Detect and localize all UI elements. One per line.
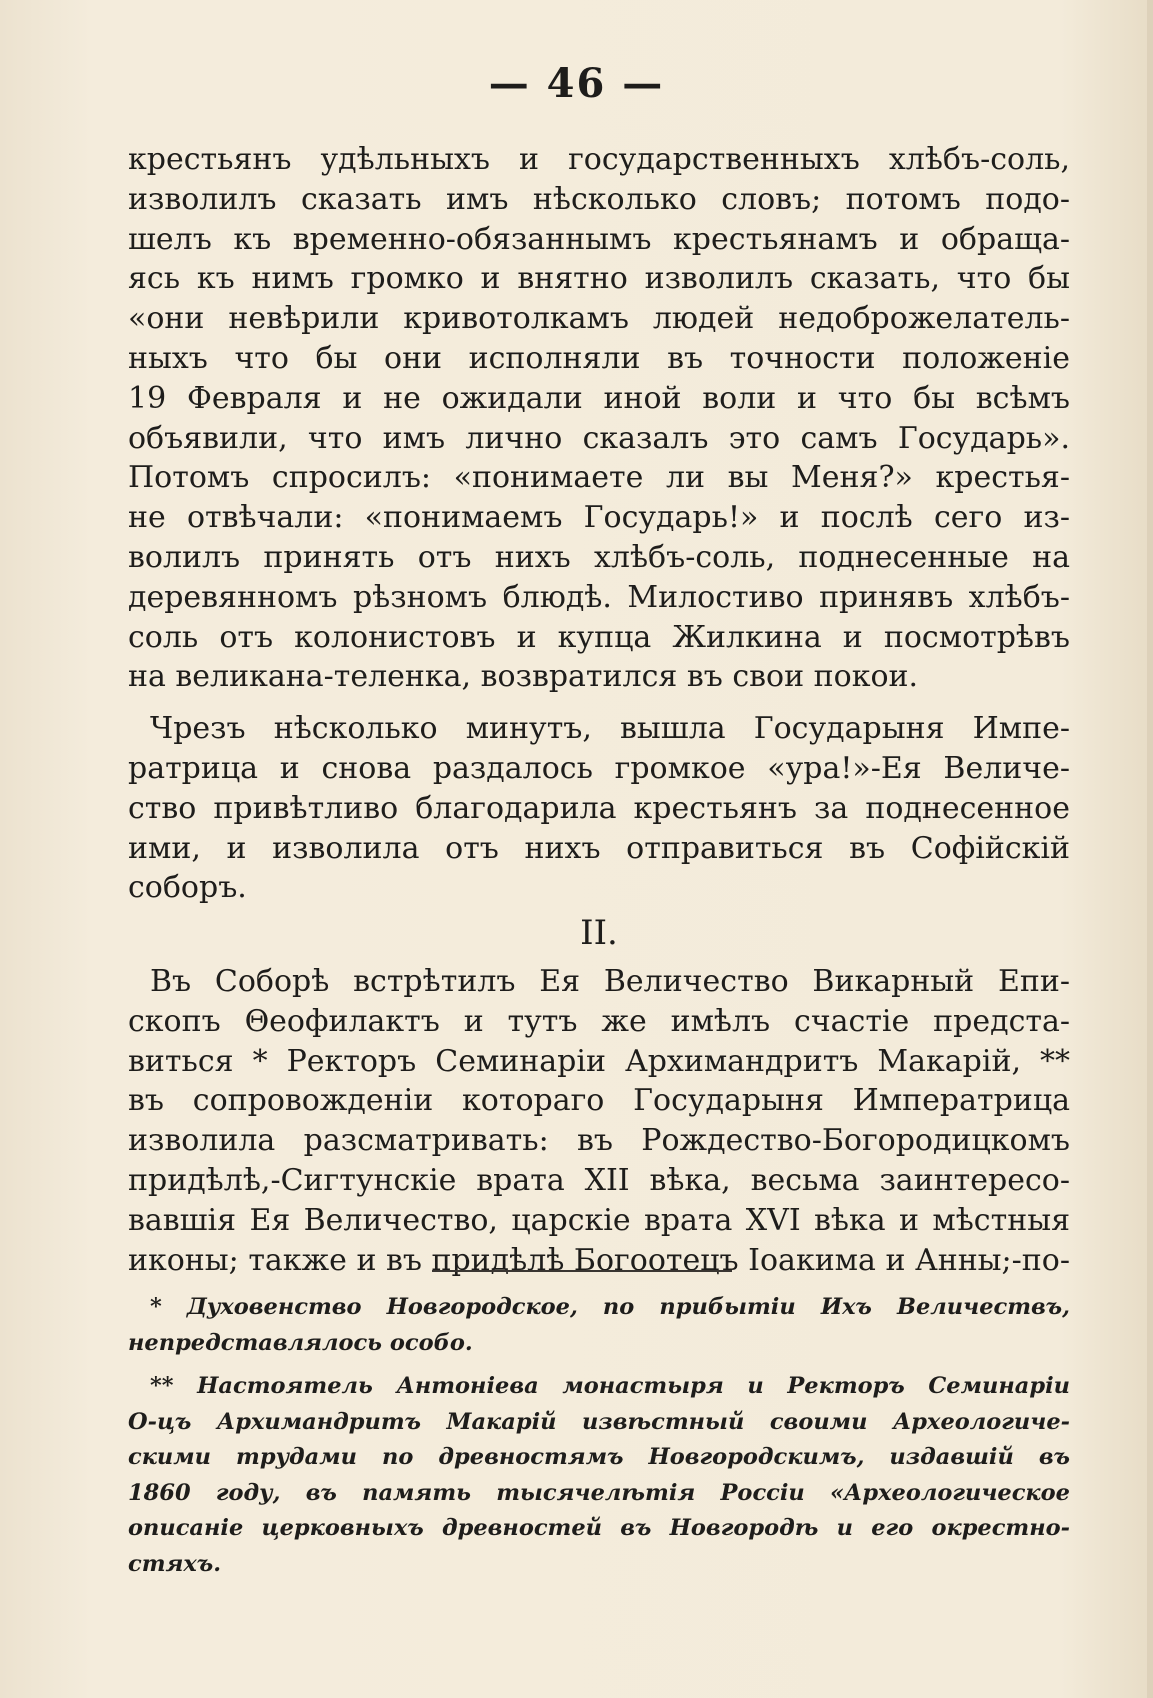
footnote-divider (432, 1270, 732, 1272)
footnote-line: описаніе церковныхъ древностей въ Новгородѣ и его окрестно- (128, 1515, 1070, 1541)
text-line: деревянномъ рѣзномъ блюдѣ. Милостиво принявъ хлѣбъ- (128, 579, 1070, 615)
text-line: на великана-теленка, возвратился въ свои покои. (128, 659, 919, 695)
text-line: иконы; также и въ придѣлѣ Богоотецъ Іоакима и Анны;-по- (128, 1242, 1070, 1278)
text-line: ими, и изволила отъ нихъ отправиться въ Софійскій (128, 830, 1070, 866)
page-number: — 46 — (488, 60, 665, 107)
text-line: изволила разсматривать: въ Рождество-Богородицкомъ (128, 1123, 1070, 1159)
text-line: не отвѣчали: «понимаемъ Государь!» и послѣ сего из- (128, 500, 1070, 536)
footnote-line: ** Настоятель Антоніева монастыря и Ректоръ Семинаріи (150, 1373, 1070, 1399)
paragraph-3 (128, 962, 1070, 1280)
text-line: ратрица и снова раздалось громкое «ура!»-Ея Величе- (128, 750, 1070, 786)
footnote-line: непредставлялось особо. (128, 1329, 473, 1356)
page-edge (1147, 0, 1153, 1698)
footnote-line: скими трудами по древностямъ Новгородскимъ, издавшій въ (128, 1444, 1070, 1470)
text-line: объявили, что имъ лично сказалъ это самъ Государь». (128, 420, 1070, 456)
text-line: волилъ принять отъ нихъ хлѣбъ-соль, поднесенные на (128, 539, 1070, 575)
text-line: шелъ къ временно-обязаннымъ крестьянамъ и обраща- (128, 221, 1070, 257)
paragraph-2 (128, 709, 1070, 908)
text-line: виться * Ректоръ Семинаріи Архимандритъ Макарій, ** (128, 1043, 1070, 1079)
section-heading: II. (580, 913, 618, 954)
footnote-line: стяхъ. (128, 1550, 222, 1577)
paragraph-1 (128, 140, 1070, 697)
text-line: въ сопровожденіи котораго Государыня Императрица (128, 1083, 1070, 1119)
footnote-line: О-цъ Архимандритъ Макарій извѣстный своими Археологиче- (128, 1408, 1070, 1435)
text-line: ство привѣтливо благодарила крестьянъ за поднесенное (128, 790, 1070, 826)
text-line: 19 Февраля и не ожидали иной воли и что бы всѣмъ (128, 380, 1070, 416)
text-line: крестьянъ удѣльныхъ и государственныхъ хлѣбъ-соль, (128, 142, 1070, 177)
text-line: скопъ Θеофилактъ и тутъ же имѣлъ счастіе предста- (128, 1003, 1070, 1039)
text-line: соль отъ колонистовъ и купца Жилкина и посмотрѣвъ (128, 619, 1070, 655)
text-line: придѣлѣ,-Сигтунскіе врата XII вѣка, весьма заинтересо- (128, 1162, 1070, 1198)
footnotes (128, 1290, 1070, 1582)
text-line: вавшія Ея Величество, царскіе врата XVI вѣка и мѣстныя (128, 1202, 1070, 1238)
footnote-2 (128, 1369, 1070, 1582)
footnote-1 (128, 1290, 1070, 1361)
main-text (128, 140, 1070, 1280)
text-line: Чрезъ нѣсколько минутъ, вышла Государыня Импе- (150, 711, 1070, 747)
text-line: изволилъ сказать имъ нѣсколько словъ; потомъ подо- (128, 181, 1070, 217)
footnote-line: * Духовенство Новгородское, по прибытіи Ихъ Величествъ, (150, 1294, 1070, 1320)
text-line: «они невѣрили кривотолкамъ людей недоброжелатель- (128, 301, 1070, 337)
footnote-line: 1860 году, въ память тысячелѣтія Россіи «Археологическое (128, 1479, 1070, 1506)
text-line: ясь къ нимъ громко и внятно изволилъ сказать, что бы (128, 261, 1070, 297)
text-line: ныхъ что бы они исполняли въ точности положеніе (128, 340, 1070, 376)
text-line: Въ Соборѣ встрѣтилъ Ея Величество Викарный Епи- (150, 963, 1070, 999)
text-line: соборъ. (128, 870, 247, 906)
text-line: Потомъ спросилъ: «понимаете ли вы Меня?» крестья- (128, 460, 1070, 496)
